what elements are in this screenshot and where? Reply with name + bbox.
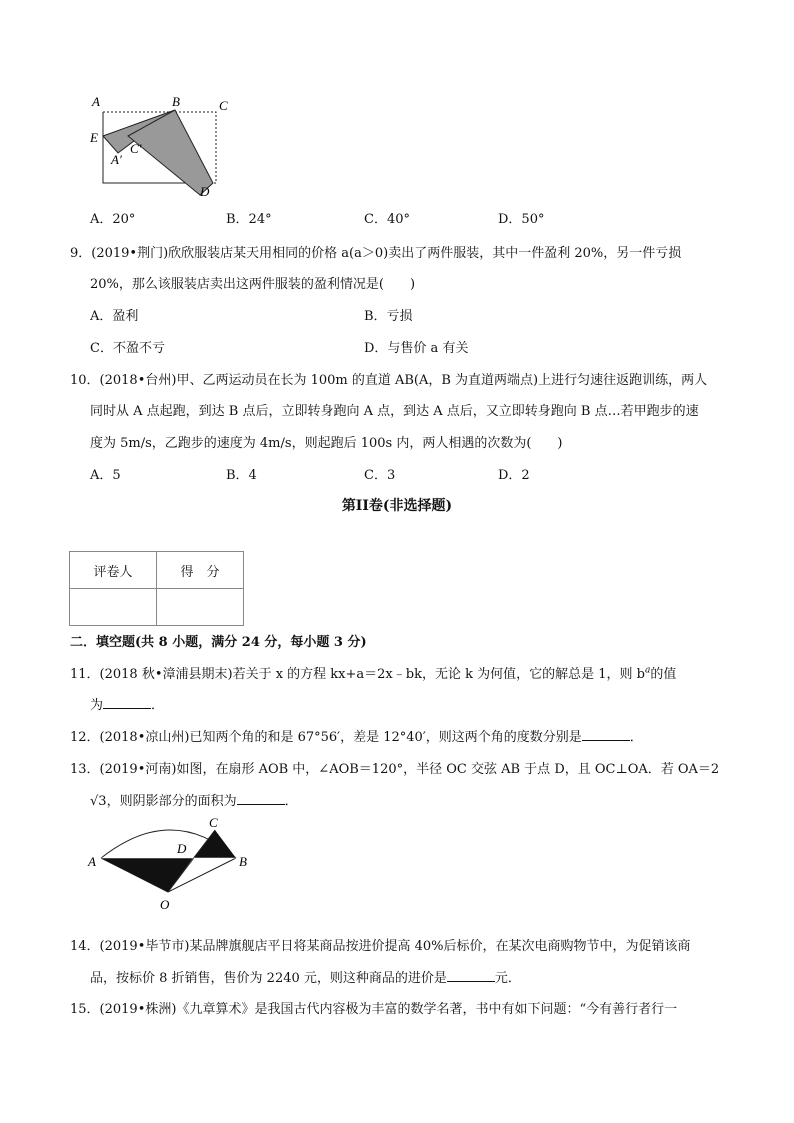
q13-answer-blank[interactable] xyxy=(237,792,285,805)
label-D: D xyxy=(177,841,187,856)
label-C: C xyxy=(209,815,218,830)
score-table xyxy=(69,551,244,626)
q10-line1: 10．(2018•台州)甲、乙两运动员在长为 100m 的直道 AB(A，B 为直道两端点)上进行匀速往返跑训练，两人 xyxy=(70,373,708,388)
q13-line1: 13．(2019•河南)如图，在扇形 AOB 中，∠AOB＝120°，半径 OC 交弦 AB 于点 D，且 OC⊥OA．若 OA＝2 xyxy=(70,762,720,777)
score-table-score-header: 得 分 xyxy=(157,552,244,589)
score-table-score-cell[interactable] xyxy=(157,589,244,626)
part2-title: 第II卷(非选择题) xyxy=(341,498,453,514)
q14-line2 xyxy=(90,967,521,986)
q10-option-d: D．2 xyxy=(498,468,530,483)
section2-heading: 二．填空题(共 8 小题，满分 24 分，每小题 3 分) xyxy=(70,635,367,650)
q12-answer-blank[interactable] xyxy=(582,728,630,741)
q11-line2 xyxy=(90,694,164,713)
q9-line2: 20%，那么该服装店卖出这两件服装的盈利情况是( ) xyxy=(90,277,416,292)
q8-option-d: D．50° xyxy=(498,212,545,227)
sector-aob-figure xyxy=(84,812,264,916)
label-C-prime: C′ xyxy=(130,141,142,156)
label-A: A xyxy=(92,94,100,109)
score-table-grader-header: 评卷人 xyxy=(70,552,157,589)
q11-sup: a xyxy=(644,665,651,676)
q9-option-a: A．盈利 xyxy=(90,309,139,324)
label-B: B xyxy=(172,94,180,109)
label-O: O xyxy=(160,897,170,912)
label-C: C xyxy=(219,98,228,113)
label-A: A xyxy=(88,854,96,869)
q13-sqrt3: √3 xyxy=(90,794,107,809)
q8-option-b: B．24° xyxy=(226,212,272,227)
label-B: B xyxy=(239,854,247,869)
q14-line2-text: 品，按标价 8 折销售，售价为 2240 元，则这种商品的进价是 xyxy=(90,971,447,986)
q9-option-b: B．亏损 xyxy=(364,309,413,324)
q9-option-c: C．不盈不亏 xyxy=(90,341,165,356)
q15-line1: 15．(2019•株洲)《九章算术》是我国古代内容极为丰富的数学名著，书中有如下问题：“今有善行者行一 xyxy=(70,1002,678,1017)
q8-option-a: A．20° xyxy=(90,212,136,227)
q11-line1 xyxy=(70,663,676,682)
q13-line2 xyxy=(90,790,298,809)
q14-line2-end: 元． xyxy=(494,971,521,986)
q11-text: 11．(2018 秋•漳浦县期末)若关于 x 的方程 kx+a＝2x﹣bk，无论 k 为何值，它的解总是 1，则 b xyxy=(70,667,645,682)
q13-line2-text: ，则阴影部分的面积为 xyxy=(106,794,237,809)
score-table-grader-cell[interactable] xyxy=(70,589,157,626)
q11-line2-end: ． xyxy=(151,698,165,713)
q11-answer-blank[interactable] xyxy=(103,696,151,709)
q13-line2-end: ． xyxy=(284,794,298,809)
q10-option-b: B．4 xyxy=(226,468,257,483)
q10-line2: 同时从 A 点起跑，到达 B 点后，立即转身跑向 A 点，到达 A 点后，又立即转身跑向 B 点…若甲跑步的速 xyxy=(90,404,699,419)
q14-line1: 14．(2019•毕节市)某品牌旗舰店平日将某商品按进价提高 40%后标价，在某次电商购物节中，为促销该商 xyxy=(70,939,691,954)
q12-line xyxy=(70,726,643,745)
label-D: D xyxy=(200,184,210,199)
q10-line3: 度为 5m/s，乙跑步的速度为 4m/s，则起跑后 100s 内，两人相遇的次数为( ) xyxy=(90,436,563,451)
label-A-prime: A′ xyxy=(111,152,122,167)
shaded-region-right xyxy=(193,830,236,858)
q11-line2-text: 为 xyxy=(90,698,104,713)
q14-answer-blank[interactable] xyxy=(447,969,495,982)
q9-line1: 9．(2019•荆门)欣欣服装店某天用相同的价格 a(a＞0)卖出了两件服装，其中一件盈利 20%，另一件亏损 xyxy=(70,246,682,261)
q11-text-end: 的值 xyxy=(650,667,677,682)
q8-option-c: C．40° xyxy=(364,212,410,227)
q12-end: ． xyxy=(629,730,643,745)
label-E: E xyxy=(90,130,98,145)
q12-text: 12．(2018•凉山州)已知两个角的和是 67°56′，差是 12°40′，则这两个角的度数分别是 xyxy=(70,730,582,745)
folding-rectangle-figure xyxy=(80,92,240,207)
q10-option-c: C．3 xyxy=(364,468,396,483)
q10-option-a: A．5 xyxy=(90,468,121,483)
q9-option-d: D．与售价 a 有关 xyxy=(364,341,469,356)
